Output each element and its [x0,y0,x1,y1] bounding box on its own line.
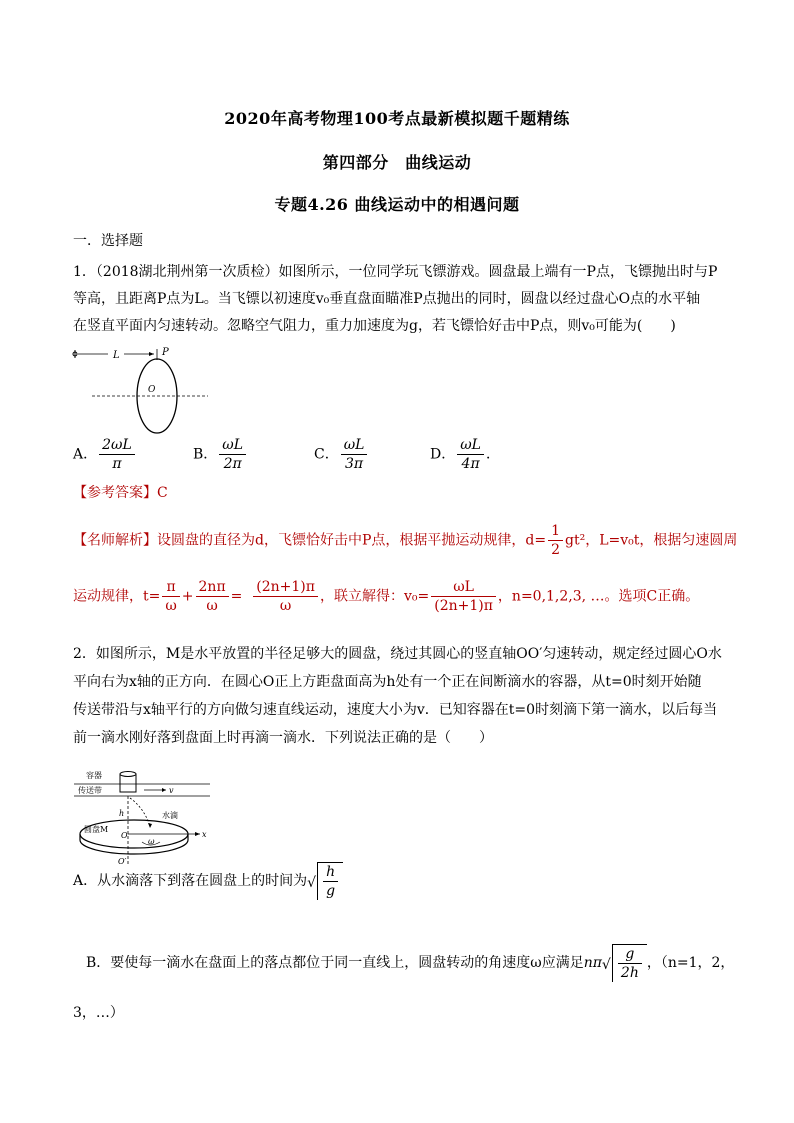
drop-path [130,798,150,826]
q1-answer [73,480,723,507]
q1-option-b: B． $\frac{\omega L}{2\pi}$ [193,436,248,473]
label-container: 容器 [86,771,102,780]
label-O-prime: O′ [118,857,127,866]
label-O-center: O [121,831,128,840]
q1-analysis-line-1: 【名师解析】设圆盘的直径为d，飞镖恰好击中P点，根据平抛运动规律，d= $\frac{1}{2}$ gt²，L=v₀t，根据匀速圆周 [73,523,738,558]
q1-analysis-line-2: 运动规律，t= $\frac{\pi}{\omega}$ + $\frac{2n\pi}{\omega}$ = $\frac{(2n+1)\pi}{\omega}$ ，联立解得：v₀= $\frac{\omega L}{(2n+1)\pi}$ ，n=0,1,2,3, …。选项C正确。 [73,579,700,614]
topic-title: 专题4.26 曲线运动中的相遇问题 [274,195,520,214]
label-x: x [202,830,207,839]
label-L: L [113,350,120,361]
q1-line-1: 1．（2018湖北荆州第一次质检）如图所示，一位同学玩飞镖游戏。圆盘最上端有一P点，飞镖抛出时与P [73,264,718,280]
q2-line-1: 2．如图所示，M是水平放置的半径足够大的圆盘，绕过其圆心的竖直轴OO′匀速转动，规定经过圆心O水 [73,646,722,662]
analysis-tag: 【名师解析】 [73,532,157,549]
part-title: 第四部分 曲线运动 [322,153,472,172]
label-omega: ω [148,837,155,846]
label-drop: 水滴 [162,811,178,820]
label-O: O [148,385,156,395]
q1-line-2: 等高，且距离P点为L。当飞镖以初速度v₀垂直盘面瞄准P点抛出的同时，圆盘以经过盘心O点的水平轴 [73,291,701,307]
answer-tag: 【参考答案】 [73,485,157,501]
label-P: P [162,347,169,358]
drip-disk-figure [72,768,212,868]
q2-option-b-cont: 3，…） [73,1005,124,1021]
q1-option-c: C． $\frac{\omega L}{3\pi}$ [314,436,369,473]
q2-line-2: 平向右为x轴的正方向．在圆心O正上方距盘面高为h处有一个正在间断滴水的容器，从t=0时刻开始随 [73,674,702,690]
label-h: h [119,809,125,818]
q2-line-3: 传送带沿与x轴平行的方向做匀速直线运动，速度大小为v．已知容器在t=0时刻滴下第一滴水，以后每当 [73,702,718,718]
label-disk: 圆盘M [84,825,109,834]
dart-disk-figure [70,344,210,434]
q2-option-b: B．要使每一滴水在盘面上的落点都位于同一直线上，圆盘转动的角速度ω应满足nπ √ $\frac{g}{2h}$ ，（n=1，2， [86,946,735,981]
q1-option-a: A． $\frac{2\omega L}{\pi}$ [73,436,137,473]
q2-line-4: 前一滴水刚好落到盘面上时再滴一滴水．下列说法正确的是（ ） [73,730,493,746]
q1-option-d: D． $\frac{\omega L}{4\pi}$ ． [430,437,500,472]
answer-value: C [157,485,168,501]
page-title: 2020年高考物理100考点最新模拟题千题精练 [224,109,570,128]
q2-option-a: A．从水滴落下到落在圆盘上的时间为 √ $\frac{h}{g}$ [73,862,723,900]
label-belt: 传送带 [78,786,102,795]
label-v: v [169,786,174,795]
section-heading: 一．选择题 [73,233,143,249]
q1-line-3: 在竖直平面内匀速转动。忽略空气阻力，重力加速度为g，若飞镖恰好击中P点，则v₀可能为( ) [73,318,676,334]
